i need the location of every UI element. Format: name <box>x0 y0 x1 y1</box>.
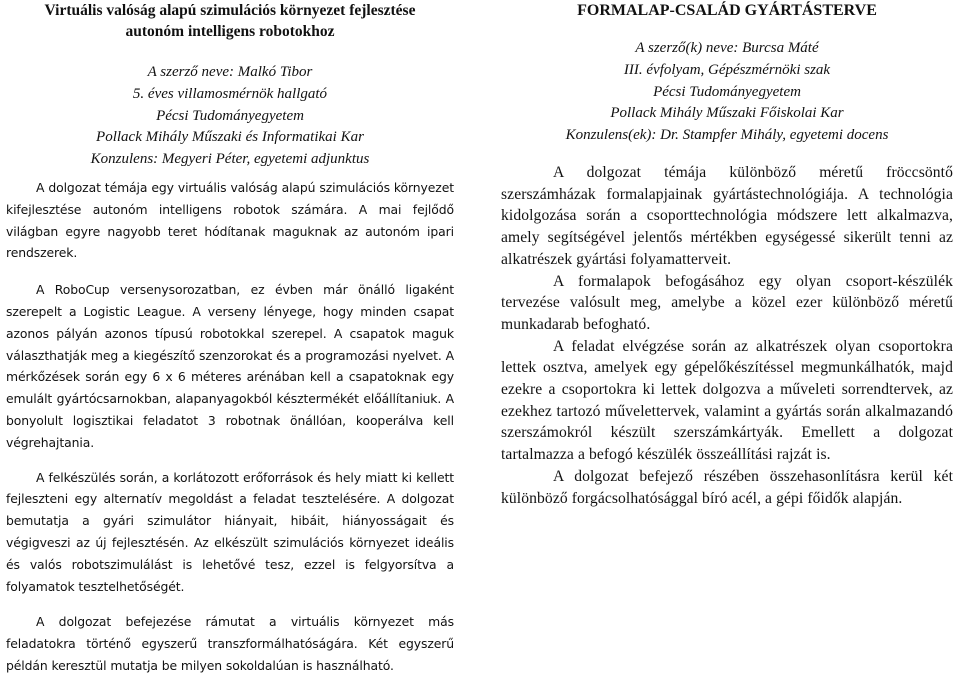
right-paragraph: A dolgozat befejező részében összehasonlításra kerül két különböző forgácsolhatósággal bíró acél, a gépi főidők alapján. <box>501 467 953 507</box>
right-university: Pécsi Tudományegyetem <box>653 83 801 100</box>
left-title-line: autonóm intelligens robotokhoz <box>125 23 335 40</box>
left-supervisor: Konzulens: Megyeri Péter, egyetemi adjunktus <box>90 151 370 168</box>
right-article <box>501 0 953 509</box>
left-year-major: 5. éves villamosmérnök hallgató <box>132 85 328 102</box>
left-abstract <box>6 177 454 677</box>
left-article <box>6 0 454 677</box>
right-article-title: FORMALAP-CSALÁD GYÁRTÁSTERVE <box>577 2 877 19</box>
right-article-meta <box>501 38 953 147</box>
left-university: Pécsi Tudományegyetem <box>156 107 304 124</box>
right-paragraph: A dolgozat témája különböző méretű fröccsöntő szerszámházak formalapjainak gyártástechnológiája. A technológia kidolgozása során a csoporttechnológia módszere lett alkalmazva, amely segítségével jelentős mértékben egységessé sikerült tenni az alkatrészek gyártási folyamatterveit. <box>501 163 953 268</box>
right-abstract <box>501 162 953 509</box>
right-paragraph: A formalapok befogásához egy olyan csoport-készülék tervezése valósult meg, amelybe a közel ezer különböző méretű munkadarab befogható. <box>501 272 953 333</box>
left-paragraph: A dolgozat témája egy virtuális valóság alapú szimulációs környezet kifejlesztése autonóm intelligens robotok számára. A mai fejlődő világban egyre nagyobb teret hódítanak maguknak az autonóm ipari rendszerek. <box>6 179 454 261</box>
left-article-title <box>6 0 454 42</box>
left-faculty: Pollack Mihály Műszaki és Informatikai Kar <box>96 129 364 146</box>
left-title-line: Virtuális valóság alapú szimulációs környezet fejlesztése <box>44 2 416 19</box>
left-paragraph: A dolgozat befejezése rámutat a virtuális környezet más feladatokra történő egyszerű transzformálhatóságára. Két egyszerű példán keresztül mutatja be milyen sokoldalúan is használható. <box>6 614 454 673</box>
left-article-meta <box>6 62 454 171</box>
left-paragraph: A RoboCup versenysorozatban, ez évben már önálló ligaként szerepelt a Logistic League. A verseny lényege, hogy minden csapat azonos pályán azonos típusú robotokkal szerepel. A csapatok maguk választhatják meg a kiegészítő szenzorokat és a programozási nyelvet. A mérkőzések során egy 6 x 6 méteres arénában kell a csapatoknak egy emulált gyártócsarnokban, alapanyagokból késztermékét előállítaniuk. A bonyolult logisztikai feladatot 3 robotnak önállóan, kooperálva kell végrehajtania. <box>6 282 454 450</box>
right-faculty: Pollack Mihály Műszaki Főiskolai Kar <box>610 105 844 122</box>
right-supervisor: Konzulens(ek): Dr. Stampfer Mihály, egyetemi docens <box>565 127 889 144</box>
right-year-major: III. évfolyam, Gépészmérnöki szak <box>623 61 831 78</box>
left-author: A szerző neve: Malkó Tibor <box>147 64 313 80</box>
right-paragraph: A feladat elvégzése során az alkatrészek olyan csoportokra lettek osztva, amelyek egy gépelőkészítéssel megmunkálhatók, majd ezekre a csoportokra ki lettek dolgozva a műveleti sorrendtervek, az ezekhez tartozó művelettervek, valamint a gyártás során alkalmazandó szerszámokról készült szerszámkártyák. Emellett a dolgozat tartalmazza a befogó készülék összeállítási rajzát is. <box>501 337 953 464</box>
right-author: A szerző(k) neve: Burcsa Máté <box>635 40 819 56</box>
left-paragraph: A felkészülés során, a korlátozott erőforrások és hely miatt ki kellett fejleszteni egy alternatív megoldást a feladat tesztelésére. A dolgozat bemutatja a gyári szimulátor hiányait, hibáit, hiányosságait és végigveszi az új fejlesztésén. Az elkészült szimulációs környezet ideális és valós robotszimulálást is lehetővé tesz, ezzel is felgyorsítva a folyamatok tesztelhetőségét. <box>6 469 454 594</box>
